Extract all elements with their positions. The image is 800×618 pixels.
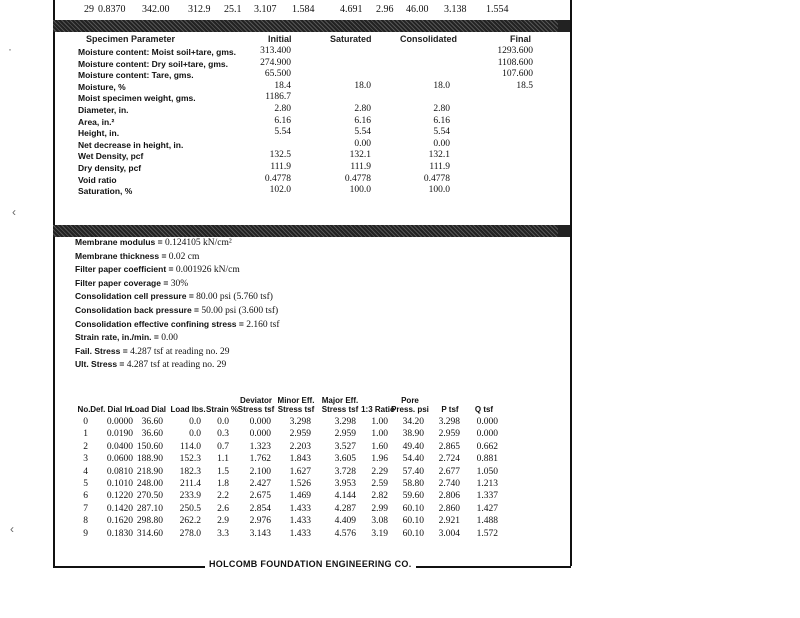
table-cell: 152.3 <box>179 454 201 465</box>
top-row-cell: 25.1 <box>224 4 242 15</box>
table-cell: 3.953 <box>334 479 356 489</box>
table-cell: 2.860 <box>438 503 460 514</box>
table-cell: 1.433 <box>289 528 311 539</box>
top-row-cell: 4.691 <box>340 4 363 15</box>
table-cell: 3.298 <box>289 417 311 427</box>
saturated-header: Saturated <box>330 34 372 44</box>
param-saturated-value: 111.9 <box>350 162 371 172</box>
table-cell: 3.298 <box>438 417 460 427</box>
param-initial-value: 65.500 <box>264 69 291 80</box>
note-line <box>75 305 278 316</box>
table-cell: 1.469 <box>289 491 311 502</box>
table-cell: 0.0810 <box>106 466 133 477</box>
param-label: Void ratio <box>78 174 117 185</box>
param-consolidated-value: 0.4778 <box>423 173 450 184</box>
table-cell: 2.959 <box>438 429 460 440</box>
table-cell: 3.143 <box>249 528 271 539</box>
note-line <box>75 332 178 343</box>
table-cell: 5 <box>83 479 88 489</box>
table-cell: 0.1220 <box>106 491 133 502</box>
table-cell: 1.572 <box>476 528 498 539</box>
table-cell: 0.0 <box>217 417 229 427</box>
table-cell: 1.8 <box>217 479 229 489</box>
note-value: 4.287 tsf at reading no. 29 <box>126 360 227 371</box>
table-cell: 2.9 <box>217 516 229 527</box>
param-consolidated-value: 18.0 <box>433 80 450 91</box>
param-label: Height, in. <box>78 128 120 139</box>
table-cell: 2.99 <box>371 503 388 514</box>
param-initial-value: 5.54 <box>274 127 291 138</box>
table-cell: 4.576 <box>334 528 356 539</box>
param-label: Net decrease in height, in. <box>78 139 184 150</box>
table-cell: 2.677 <box>438 466 460 477</box>
param-label: Diameter, in. <box>78 105 129 115</box>
table-cell: 270.50 <box>136 491 163 502</box>
table-cell: 1.627 <box>289 466 311 477</box>
scan-mark: ‹ <box>12 205 16 219</box>
table-cell: 0.881 <box>476 454 498 465</box>
table-cell: 1.60 <box>371 441 388 452</box>
note-label: Consolidation cell pressure = <box>75 291 194 302</box>
table-cell: 0.0 <box>189 417 201 427</box>
note-value: 0.02 cm <box>168 251 200 262</box>
note-label: Ult. Stress = <box>75 359 125 370</box>
top-row-cell: 46.00 <box>406 4 429 15</box>
table-cell: 188.90 <box>136 454 163 465</box>
table-header-cell: Q tsf <box>474 405 494 414</box>
table-cell: 248.00 <box>136 479 163 489</box>
table-cell: 0 <box>83 417 88 427</box>
note-value: 0.00 <box>161 333 178 344</box>
param-label: Moisture content: Dry soil+tare, gms. <box>78 58 228 69</box>
table-cell: 2.806 <box>438 491 460 502</box>
note-label: Strain rate, in./min. = <box>75 332 159 343</box>
table-cell: 38.90 <box>402 429 424 440</box>
separator-bar <box>53 225 558 237</box>
table-cell: 233.9 <box>179 491 201 502</box>
top-row-cell: 0.8370 <box>98 4 126 15</box>
header-bar-end <box>558 20 570 32</box>
table-cell: 3.605 <box>334 454 356 465</box>
table-cell: 0.0190 <box>106 429 133 440</box>
param-initial-value: 132.5 <box>269 150 291 161</box>
table-cell: 1.488 <box>476 516 498 527</box>
note-label: Filter paper coverage = <box>75 277 169 288</box>
note-value: 50.00 psi (3.600 tsf) <box>201 306 279 316</box>
param-label: Moisture content: Moist soil+tare, gms. <box>78 47 236 57</box>
param-label: Area, in.² <box>78 116 115 127</box>
table-cell: 0.000 <box>476 417 498 427</box>
param-consolidated-value: 111.9 <box>429 162 450 172</box>
table-cell: 1.433 <box>289 503 311 514</box>
table-cell: 0.0000 <box>106 417 133 427</box>
table-cell: 250.5 <box>179 503 201 514</box>
table-cell: 0.0600 <box>106 454 133 465</box>
param-final-value: 1108.600 <box>497 57 533 68</box>
table-cell: 182.3 <box>179 466 201 477</box>
table-cell: 3 <box>83 454 88 465</box>
separator-bar-end <box>558 225 570 237</box>
table-cell: 0.0 <box>189 429 201 440</box>
param-label: Wet Density, pcf <box>78 151 144 162</box>
param-label: Moist specimen weight, gms. <box>78 93 196 104</box>
param-initial-value: 102.0 <box>269 185 291 196</box>
scan-mark: ‹ <box>10 522 14 536</box>
table-cell: 0.7 <box>217 441 229 452</box>
table-cell: 0.1010 <box>106 479 133 489</box>
top-row-cell: 2.96 <box>376 4 394 15</box>
table-cell: 2.2 <box>217 491 229 502</box>
table-cell: 3.527 <box>334 441 356 452</box>
table-cell: 58.80 <box>402 479 424 489</box>
param-consolidated-value: 0.00 <box>433 138 450 149</box>
final-header: Final <box>510 34 532 44</box>
table-cell: 36.60 <box>141 429 163 440</box>
note-value: 80.00 psi (5.760 tsf) <box>196 292 273 303</box>
param-final-value: 107.600 <box>502 69 533 80</box>
right-border <box>570 0 572 566</box>
table-cell: 59.60 <box>402 491 424 502</box>
table-cell: 278.0 <box>179 528 201 539</box>
table-cell: 1.00 <box>371 429 388 440</box>
param-saturated-value: 132.1 <box>349 150 371 161</box>
note-label: Consolidation back pressure = <box>75 305 199 315</box>
param-label: Dry density, pcf <box>78 163 142 173</box>
table-cell: 3.298 <box>334 417 356 427</box>
note-value: 2.160 tsf <box>246 319 280 330</box>
table-cell: 1.213 <box>476 479 498 489</box>
table-cell: 1.337 <box>476 491 498 502</box>
table-header-cell: P tsf <box>441 405 459 414</box>
note-label: Filter paper coefficient = <box>75 264 174 275</box>
note-label: Membrane modulus = <box>75 237 163 247</box>
note-value: 0.001926 kN/cm <box>175 265 240 276</box>
param-saturated-value: 2.80 <box>354 104 371 114</box>
table-cell: 0.1420 <box>106 503 133 514</box>
table-cell: 3.08 <box>371 516 388 527</box>
note-line <box>75 278 188 289</box>
table-cell: 0.1620 <box>106 516 133 527</box>
table-cell: 2.59 <box>371 479 388 489</box>
note-value: 4.287 tsf at reading no. 29 <box>130 346 230 357</box>
table-cell: 2.427 <box>249 479 271 489</box>
initial-header: Initial <box>268 34 292 44</box>
specimen-param-header: Specimen Parameter <box>86 34 176 44</box>
table-cell: 2.740 <box>438 479 460 489</box>
table-cell: 0.0400 <box>106 441 133 452</box>
table-cell: 1 <box>83 429 88 440</box>
table-cell: 54.40 <box>402 454 424 465</box>
param-consolidated-value: 2.80 <box>433 104 450 114</box>
param-consolidated-value: 5.54 <box>433 127 450 138</box>
table-cell: 60.10 <box>402 503 424 514</box>
table-cell: 1.427 <box>476 503 498 514</box>
param-initial-value: 274.900 <box>260 57 291 68</box>
table-cell: 2.959 <box>289 429 311 440</box>
table-cell: 36.60 <box>141 417 163 427</box>
top-row-cell: 3.107 <box>254 4 277 15</box>
note-line <box>75 264 240 275</box>
table-cell: 314.60 <box>136 528 163 539</box>
top-row-cell: 3.138 <box>444 4 467 15</box>
param-label: Moisture content: Tare, gms. <box>78 70 194 81</box>
table-cell: 287.10 <box>136 503 163 514</box>
table-header-cell: Load lbs. <box>170 405 206 414</box>
table-cell: 0.000 <box>476 429 498 440</box>
table-cell: 298.80 <box>136 516 163 527</box>
table-cell: 57.40 <box>402 466 424 477</box>
table-cell: 0.662 <box>476 441 498 452</box>
param-initial-value: 1186.7 <box>265 92 291 103</box>
table-cell: 1.433 <box>289 516 311 527</box>
param-consolidated-value: 6.16 <box>433 115 450 126</box>
table-cell: 0.000 <box>249 417 271 427</box>
table-cell: 2.921 <box>438 516 460 527</box>
table-cell: 3.19 <box>371 528 388 539</box>
table-cell: 1.5 <box>217 466 229 477</box>
table-cell: 218.90 <box>136 466 163 477</box>
top-row-cell: 29 <box>84 4 94 15</box>
table-cell: 0.1830 <box>106 528 133 539</box>
param-saturated-value: 5.54 <box>354 127 371 138</box>
table-cell: 6 <box>83 491 88 502</box>
table-cell: 60.10 <box>402 516 424 527</box>
note-line <box>75 291 273 302</box>
note-line <box>75 237 232 248</box>
table-cell: 2 <box>83 441 88 452</box>
param-label: Saturation, % <box>78 186 133 197</box>
table-header-cell: Deviator Stress tsf <box>237 396 275 414</box>
table-cell: 211.4 <box>179 479 201 489</box>
param-saturated-value: 0.00 <box>354 138 371 149</box>
param-initial-value: 6.16 <box>274 115 291 126</box>
table-cell: 60.10 <box>402 528 424 539</box>
note-label: Membrane thickness = <box>75 250 167 261</box>
note-value: 30% <box>170 278 189 289</box>
table-cell: 2.100 <box>249 466 271 477</box>
table-cell: 2.6 <box>217 503 229 514</box>
table-cell: 262.2 <box>179 516 201 527</box>
note-label: Fail. Stress = <box>75 345 128 356</box>
table-cell: 3.728 <box>334 466 356 477</box>
param-initial-value: 111.9 <box>270 162 291 172</box>
table-cell: 2.675 <box>249 491 271 502</box>
company-footer: HOLCOMB FOUNDATION ENGINEERING CO. <box>205 559 416 569</box>
param-initial-value: 0.4778 <box>264 173 291 184</box>
table-header-cell: Strain % <box>205 405 238 414</box>
table-cell: 49.40 <box>402 441 424 452</box>
table-cell: 34.20 <box>402 417 424 427</box>
note-label: Consolidation effective confining stress = <box>75 318 244 329</box>
top-row-cell: 1.554 <box>486 4 509 15</box>
table-cell: 1.843 <box>289 454 311 465</box>
param-saturated-value: 6.16 <box>354 115 371 126</box>
top-row-cell: 1.584 <box>292 4 315 15</box>
table-cell: 2.724 <box>438 454 460 465</box>
table-cell: 2.976 <box>249 516 271 527</box>
table-cell: 150.60 <box>136 441 163 452</box>
table-cell: 9 <box>83 528 88 539</box>
table-header-cell: Def. Dial In. <box>90 405 134 414</box>
table-cell: 2.203 <box>289 441 311 452</box>
table-cell: 7 <box>83 503 88 514</box>
table-cell: 2.82 <box>371 491 388 502</box>
note-value: 0.124105 kN/cm² <box>165 238 232 248</box>
note-line <box>75 346 230 357</box>
note-line <box>75 319 279 330</box>
param-initial-value: 2.80 <box>274 104 291 114</box>
table-header-cell: Minor Eff. Stress tsf <box>277 396 315 414</box>
param-consolidated-value: 100.0 <box>428 185 450 196</box>
top-row-cell: 312.9 <box>188 4 211 15</box>
table-header-cell: 1:3 Ratio <box>361 405 395 414</box>
param-final-value: 1293.600 <box>497 46 533 56</box>
table-cell: 2.29 <box>371 466 388 477</box>
table-cell: 1.323 <box>249 441 271 452</box>
param-consolidated-value: 132.1 <box>428 150 450 161</box>
table-cell: 4.287 <box>334 503 356 514</box>
param-label: Moisture, % <box>78 81 126 92</box>
table-cell: 3.3 <box>217 528 229 539</box>
table-cell: 1.050 <box>476 466 498 477</box>
table-cell: 4 <box>83 466 88 477</box>
table-cell: 1.1 <box>217 454 229 465</box>
table-header-cell: Major Eff. Stress tsf <box>321 396 359 414</box>
param-saturated-value: 0.4778 <box>344 173 371 184</box>
table-cell: 2.854 <box>249 503 271 514</box>
note-line <box>75 359 226 370</box>
header-bar <box>53 20 558 32</box>
table-cell: 4.409 <box>334 516 356 527</box>
table-cell: 8 <box>83 516 88 527</box>
table-cell: 3.004 <box>438 528 460 539</box>
table-cell: 0.000 <box>249 429 271 440</box>
top-row-cell: 342.00 <box>142 4 170 15</box>
param-saturated-value: 18.0 <box>354 80 371 91</box>
table-cell: 0.3 <box>217 429 229 440</box>
table-cell: 1.526 <box>289 479 311 489</box>
param-final-value: 18.5 <box>516 80 533 91</box>
consolidated-header: Consolidated <box>400 34 458 44</box>
param-initial-value: 18.4 <box>274 80 291 91</box>
table-header-cell: No. <box>77 405 91 414</box>
table-header-cell: Pore Press. psi <box>391 396 429 414</box>
table-cell: 1.96 <box>371 454 388 465</box>
table-cell: 2.959 <box>334 429 356 440</box>
table-header-cell: Load Dial <box>129 405 166 414</box>
table-cell: 1.762 <box>249 454 271 465</box>
table-cell: 4.144 <box>334 491 356 502</box>
table-cell: 2.865 <box>438 441 460 452</box>
param-initial-value: 313.400 <box>260 46 291 56</box>
table-cell: 1.00 <box>371 417 388 427</box>
note-line <box>75 251 199 262</box>
param-saturated-value: 100.0 <box>349 185 371 196</box>
scan-speck: · <box>8 42 12 56</box>
table-cell: 114.0 <box>179 441 201 452</box>
